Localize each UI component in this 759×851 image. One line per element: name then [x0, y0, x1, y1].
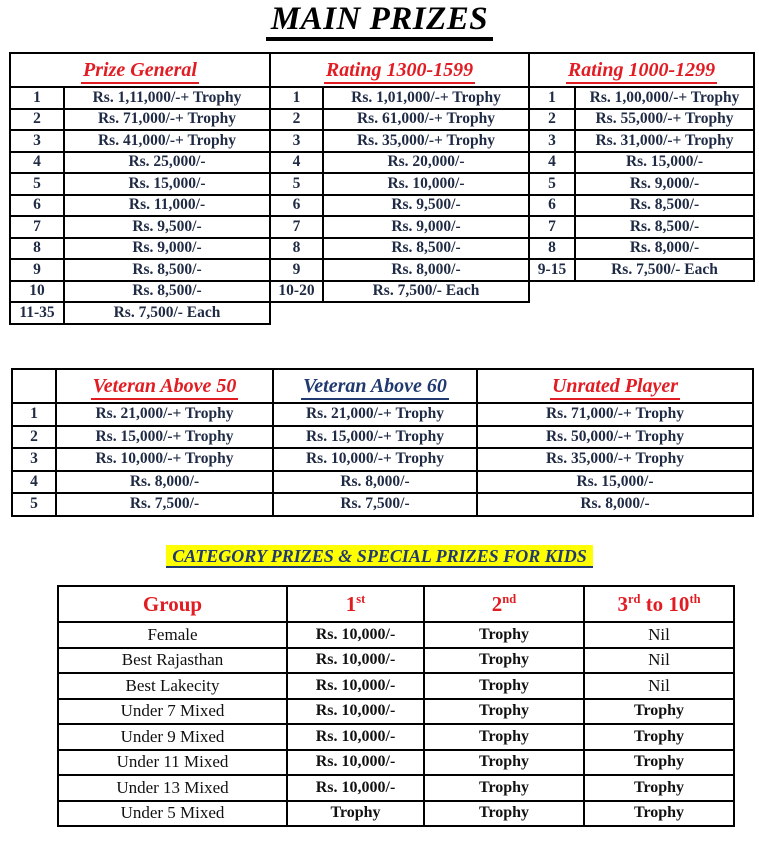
table-row	[529, 152, 754, 174]
rank-cell: 5	[10, 173, 64, 195]
prize-cell: Rs. 9,000/-	[64, 238, 270, 260]
ordinal-suffix: st	[356, 591, 366, 606]
table-row	[58, 648, 734, 674]
prize-cell: Rs. 10,000/-	[287, 648, 424, 674]
prize-cell: Rs. 10,000/-+ Trophy	[273, 448, 477, 471]
prize-cell: Nil	[584, 673, 734, 699]
prize-cell: Nil	[584, 648, 734, 674]
prize-cell: Nil	[584, 622, 734, 648]
rank-cell: 7	[10, 216, 64, 238]
table-row	[10, 109, 270, 131]
prize-cell: Rs. 61,000/-+ Trophy	[323, 109, 529, 131]
ordinal-suffix: th	[689, 591, 701, 606]
group-cell: Under 5 Mixed	[58, 801, 287, 827]
table-row	[529, 216, 754, 238]
prize-cell: Rs. 8,000/-	[273, 471, 477, 494]
rank-cell: 2	[529, 109, 575, 131]
table-row	[270, 173, 529, 195]
rank-cell: 6	[270, 195, 323, 217]
prize-cell: Rs. 71,000/-+ Trophy	[477, 403, 753, 426]
rank-cell: 1	[12, 403, 56, 426]
rank-cell: 2	[270, 109, 323, 131]
prize-cell: Rs. 9,500/-	[323, 195, 529, 217]
prize-group-header	[270, 53, 529, 87]
prize-cell: Rs. 15,000/-+ Trophy	[56, 426, 273, 449]
prize-cell: Rs. 35,000/-+ Trophy	[323, 130, 529, 152]
prize-cell: Rs. 8,000/-	[56, 471, 273, 494]
table-row	[58, 673, 734, 699]
prize-cell: Rs. 8,500/-	[64, 281, 270, 303]
prize-cell: Rs. 9,000/-	[575, 173, 754, 195]
prize-cell: Rs. 71,000/-+ Trophy	[64, 109, 270, 131]
rank-cell: 6	[529, 195, 575, 217]
table-row	[58, 724, 734, 750]
table-row	[529, 259, 754, 281]
header-row	[270, 53, 529, 87]
prize-cell: Rs. 7,500/- Each	[323, 281, 529, 303]
table-row	[58, 622, 734, 648]
table-row	[270, 195, 529, 217]
rank-cell: 3	[12, 448, 56, 471]
rank-cell: 4	[12, 471, 56, 494]
table-row	[58, 775, 734, 801]
prize-cell: Rs. 20,000/-	[323, 152, 529, 174]
rank-cell: 3	[529, 130, 575, 152]
prize-cell: Trophy	[424, 673, 584, 699]
table-row	[12, 448, 753, 471]
category-prizes-heading	[0, 546, 759, 567]
main-prizes-table	[9, 52, 755, 325]
rank-cell: 9	[10, 259, 64, 281]
prize-cell: Trophy	[424, 699, 584, 725]
prize-cell: Trophy	[424, 775, 584, 801]
3rd-to-10th-header: 3rd to 10th	[584, 586, 734, 622]
rank-cell: 10-20	[270, 281, 323, 303]
prize-cell: Rs. 10,000/-	[287, 699, 424, 725]
table-row	[270, 238, 529, 260]
prize-cell: Rs. 11,000/-	[64, 195, 270, 217]
rank-cell: 2	[10, 109, 64, 131]
rank-cell: 5	[270, 173, 323, 195]
table-row	[529, 195, 754, 217]
prize-cell: Rs. 1,01,000/-+ Trophy	[323, 87, 529, 109]
prize-cell: Trophy	[424, 801, 584, 827]
table-row	[529, 173, 754, 195]
veteran-unrated-table	[11, 368, 754, 517]
rank-cell: 8	[529, 238, 575, 260]
rating-1300-1599-table	[269, 52, 530, 303]
table-row	[12, 493, 753, 516]
rank-cell: 1	[529, 87, 575, 109]
group-cell: Under 9 Mixed	[58, 724, 287, 750]
prize-cell: Trophy	[424, 622, 584, 648]
prize-cell: Rs. 10,000/-	[287, 750, 424, 776]
table-row	[270, 130, 529, 152]
header-row	[12, 369, 753, 403]
rank-cell: 5	[529, 173, 575, 195]
group-cell: Under 7 Mixed	[58, 699, 287, 725]
category-prizes-table	[57, 585, 735, 827]
prize-cell: Rs. 15,000/-	[64, 173, 270, 195]
page-title	[0, 1, 759, 38]
unrated-player-header	[477, 369, 753, 403]
rank-cell: 4	[10, 152, 64, 174]
prize-cell: Trophy	[584, 775, 734, 801]
prize-cell: Trophy	[424, 750, 584, 776]
prize-cell: Rs. 10,000/-	[323, 173, 529, 195]
table-row	[10, 281, 270, 303]
prize-cell: Trophy	[584, 801, 734, 827]
header-row	[529, 53, 754, 87]
table-row	[58, 750, 734, 776]
group-cell: Under 13 Mixed	[58, 775, 287, 801]
table-row	[270, 259, 529, 281]
2nd-header: 2nd	[424, 586, 584, 622]
rank-cell: 10	[10, 281, 64, 303]
prize-group-header	[529, 53, 754, 87]
rank-cell: 2	[12, 426, 56, 449]
ordinal-suffix: rd	[627, 591, 641, 606]
prize-cell: Rs. 9,500/-	[64, 216, 270, 238]
prize-group-header-label: Rating 1300-1599	[324, 59, 475, 84]
prize-cell: Rs. 15,000/-+ Trophy	[273, 426, 477, 449]
column-header-label: Unrated Player	[550, 375, 680, 400]
prize-general-table	[9, 52, 271, 325]
rank-cell: 1	[10, 87, 64, 109]
ordinal-suffix: nd	[502, 591, 517, 606]
table-row	[10, 216, 270, 238]
prize-cell: Rs. 15,000/-	[575, 152, 754, 174]
column-header-label: Veteran Above 50	[91, 375, 239, 400]
prize-cell: Rs. 8,500/-	[575, 195, 754, 217]
table-row	[10, 302, 270, 324]
prize-cell: Rs. 10,000/-+ Trophy	[56, 448, 273, 471]
prize-cell: Trophy	[287, 801, 424, 827]
table-row	[10, 87, 270, 109]
veteran-above-50-header	[56, 369, 273, 403]
rank-cell: 9-15	[529, 259, 575, 281]
prize-cell: Rs. 8,500/-	[575, 216, 754, 238]
prize-group-header	[10, 53, 270, 87]
prize-group-header-label: Prize General	[81, 59, 199, 84]
table-row	[270, 281, 529, 303]
prize-cell: Rs. 21,000/-+ Trophy	[56, 403, 273, 426]
table-row	[270, 109, 529, 131]
prize-cell: Rs. 15,000/-	[477, 471, 753, 494]
prize-cell: Trophy	[584, 750, 734, 776]
table-row	[529, 130, 754, 152]
column-header-label: Veteran Above 60	[301, 375, 449, 400]
rank-cell: 6	[10, 195, 64, 217]
rank-cell: 4	[270, 152, 323, 174]
prize-cell: Rs. 31,000/-+ Trophy	[575, 130, 754, 152]
prize-cell: Rs. 1,11,000/-+ Trophy	[64, 87, 270, 109]
rank-cell: 1	[270, 87, 323, 109]
prize-cell: Trophy	[584, 699, 734, 725]
prize-cell: Rs. 1,00,000/-+ Trophy	[575, 87, 754, 109]
rank-cell: 7	[529, 216, 575, 238]
table-row	[270, 152, 529, 174]
prize-cell: Rs. 8,000/-	[323, 259, 529, 281]
table-row	[529, 87, 754, 109]
page-title-text: MAIN PRIZES	[266, 1, 493, 41]
prize-cell: Rs. 35,000/-+ Trophy	[477, 448, 753, 471]
rank-cell: 5	[12, 493, 56, 516]
prize-cell: Rs. 8,500/-	[323, 238, 529, 260]
prize-cell: Rs. 7,500/-	[273, 493, 477, 516]
table-row	[10, 130, 270, 152]
prize-cell: Trophy	[584, 724, 734, 750]
prize-cell: Rs. 41,000/-+ Trophy	[64, 130, 270, 152]
header-row	[58, 586, 734, 622]
table-row	[10, 259, 270, 281]
rank-cell: 8	[10, 238, 64, 260]
veteran-above-60-header	[273, 369, 477, 403]
category-prizes-heading-text: CATEGORY PRIZES & SPECIAL PRIZES FOR KIDS	[166, 545, 592, 568]
prize-cell: Rs. 21,000/-+ Trophy	[273, 403, 477, 426]
group-cell: Best Rajasthan	[58, 648, 287, 674]
prize-cell: Rs. 8,000/-	[477, 493, 753, 516]
table-row	[270, 87, 529, 109]
rank-cell: 9	[270, 259, 323, 281]
table-row	[58, 801, 734, 827]
group-cell: Female	[58, 622, 287, 648]
table-row	[270, 216, 529, 238]
rank-cell: 7	[270, 216, 323, 238]
table-row	[529, 109, 754, 131]
header-row	[10, 53, 270, 87]
prize-cell: Rs. 10,000/-	[287, 673, 424, 699]
category-prizes-section	[57, 585, 735, 827]
table-row	[12, 471, 753, 494]
table-row	[12, 403, 753, 426]
prize-cell: Trophy	[424, 724, 584, 750]
group-cell: Under 11 Mixed	[58, 750, 287, 776]
prize-cell: Rs. 10,000/-	[287, 622, 424, 648]
rank-cell: 8	[270, 238, 323, 260]
prize-group-header-label: Rating 1000-1299	[566, 59, 717, 84]
veteran-unrated-section	[11, 368, 754, 517]
table-row	[58, 699, 734, 725]
prize-cell: Rs. 10,000/-	[287, 724, 424, 750]
group-header: Group	[58, 586, 287, 622]
rank-column-header	[12, 369, 56, 403]
rank-cell: 11-35	[10, 302, 64, 324]
table-row	[10, 152, 270, 174]
rank-cell: 3	[10, 130, 64, 152]
rank-cell: 4	[529, 152, 575, 174]
prize-cell: Rs. 8,500/-	[64, 259, 270, 281]
prize-cell: Rs. 7,500/- Each	[64, 302, 270, 324]
table-row	[10, 195, 270, 217]
rank-cell: 3	[270, 130, 323, 152]
prize-cell: Rs. 55,000/-+ Trophy	[575, 109, 754, 131]
prize-cell: Rs. 7,500/- Each	[575, 259, 754, 281]
prize-cell: Rs. 10,000/-	[287, 775, 424, 801]
prize-cell: Rs. 8,000/-	[575, 238, 754, 260]
prize-cell: Trophy	[424, 648, 584, 674]
prize-cell: Rs. 9,000/-	[323, 216, 529, 238]
group-cell: Best Lakecity	[58, 673, 287, 699]
prize-cell: Rs. 50,000/-+ Trophy	[477, 426, 753, 449]
prize-cell: Rs. 7,500/-	[56, 493, 273, 516]
table-row	[12, 426, 753, 449]
table-row	[529, 238, 754, 260]
table-row	[10, 173, 270, 195]
table-row	[10, 238, 270, 260]
prize-cell: Rs. 25,000/-	[64, 152, 270, 174]
1st-header: 1st	[287, 586, 424, 622]
rating-1000-1299-table	[528, 52, 755, 282]
